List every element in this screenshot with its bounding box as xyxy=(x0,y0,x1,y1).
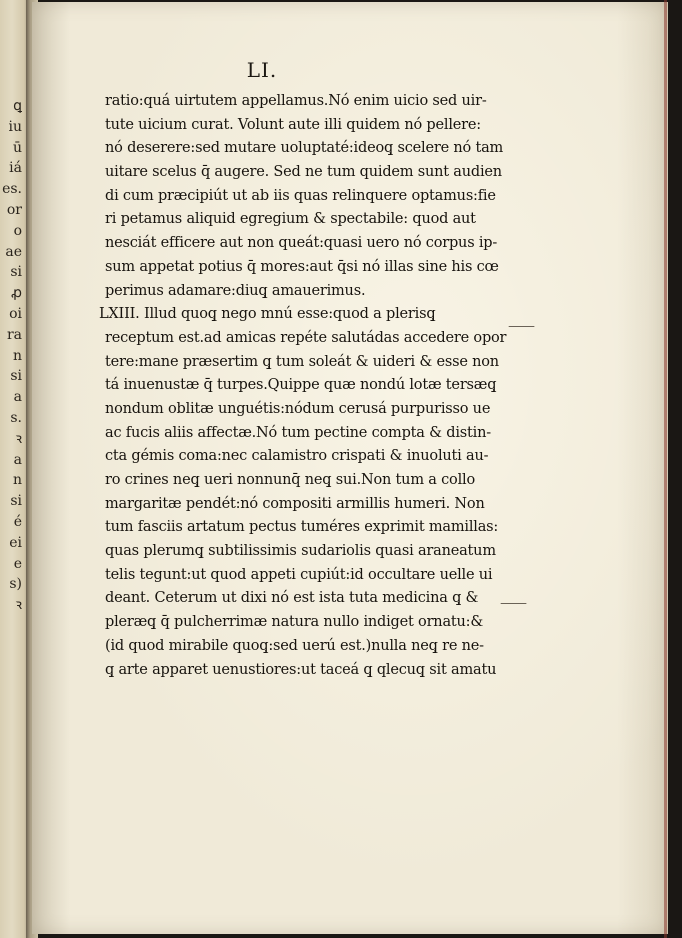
margin-annotation-mark: ⸺ xyxy=(508,316,536,335)
facing-page-fragment: ū xyxy=(12,139,22,156)
text-line: ac fucis aliis affectæ.Nó tum pectine compta & distin- xyxy=(105,424,491,441)
facing-page-fragment: e xyxy=(13,555,22,572)
facing-page-fragment: o xyxy=(13,222,22,239)
text-line: deant. Ceterum ut dixi nó est ista tuta medicina q̧ & xyxy=(105,590,479,607)
facing-page-fragment: oi xyxy=(9,305,22,322)
text-line: quas plerumq̧ subtilissimis sudariolis quasi araneatum xyxy=(105,543,496,560)
text-line: q̧ arte apparet uenustiores:ut taceá q̧ qlecuq̧ sit amatu xyxy=(105,661,497,678)
facing-page-fragment: si xyxy=(10,368,22,385)
facing-page-fragment: ꝛ xyxy=(15,430,22,447)
facing-page-fragment: é xyxy=(13,513,22,530)
facing-page-fragment: si xyxy=(10,264,22,281)
text-line: nondum oblitæ unguétis:nódum cerusá purpurisso ue xyxy=(105,400,491,417)
facing-page-fragment: a xyxy=(13,451,22,468)
text-line: nesciát efficere aut non queát:quasi uero nó corpus ip- xyxy=(105,235,498,252)
page-edge xyxy=(664,0,667,938)
facing-page-fragment: es. xyxy=(2,181,22,198)
facing-page-fragment: ꝓ xyxy=(11,285,22,302)
facing-page-fragment: n xyxy=(12,347,22,364)
facing-page-fragment: ꝛ xyxy=(15,597,22,614)
facing-page-text-fragments xyxy=(0,96,22,616)
facing-page-fragment: iá xyxy=(9,160,22,177)
facing-page-fragment: ei xyxy=(9,534,22,551)
facing-page-fragment: a xyxy=(13,389,22,406)
text-line: sum appetat potius q̄ mores:aut q̄si nó illas sine his cœ xyxy=(105,258,499,275)
text-line: telis tegunt:ut quod appeti cupiút:id occultare uelle ui xyxy=(105,566,493,583)
facing-page-fragment: si xyxy=(10,493,22,510)
main-text-block xyxy=(99,90,507,682)
facing-page-fragment: or xyxy=(6,201,22,218)
text-line: di cum præcipiút ut ab iis quas relinquere optamus:fie xyxy=(105,187,496,204)
margin-annotation-mark: ⸺ xyxy=(500,593,528,612)
facing-page-fragment: s) xyxy=(9,576,22,593)
facing-page-fragment: ra xyxy=(6,326,22,343)
facing-page-fragment: ꝗ xyxy=(13,98,22,114)
facing-page-fragment: iu xyxy=(8,118,22,135)
text-line: (id quod mirabile quoq̧:sed uerú est.)nulla neq̧ re ne- xyxy=(105,637,484,654)
text-line: LXIII. Illud quoq̧ nego mnú esse:quod a plerisq̧ xyxy=(99,306,436,323)
text-line: uitare scelus q̄ augere. Sed ne tum quidem sunt audien xyxy=(105,164,502,181)
text-line: ri petamus aliquid egregium & spectabile: quod aut xyxy=(105,211,476,228)
text-line: tute uicium curat. Volunt aute illi quidem nó pellere: xyxy=(105,116,481,133)
text-line: receptum est.ad amicas repéte salutádas accedere opor xyxy=(105,329,507,346)
text-line: ratio:quá uirtutem appellamus.Nó enim uicio sed uir- xyxy=(105,93,487,109)
facing-page-fragment: s. xyxy=(10,409,22,426)
folio-number: LI. xyxy=(246,58,278,82)
text-line: pleræq̧ q̄ pulcherrimæ natura nullo indiget ornatu:& xyxy=(105,614,484,631)
facing-page-fragment: n xyxy=(12,472,22,489)
text-line: ro crines neq̧ ueri nonnunq̄ neq̧ sui.Non tum a collo xyxy=(105,472,475,488)
text-line: tá inuenustæ q̄ turpes.Quippe quæ nondú lotæ tersæq̧ xyxy=(105,377,497,394)
text-line: nó deserere:sed mutare uoluptaté:ideoq̧ scelere nó tam xyxy=(105,140,504,157)
text-line: margaritæ pendét:nó compositi armillis humeri. Non xyxy=(105,495,485,512)
text-line: perimus adamare:diuq̧ amauerimus. xyxy=(105,282,366,299)
text-line: tum fasciis artatum pectus tuméres exprimit mamillas: xyxy=(105,519,499,536)
text-line: cta gémis coma:nec calamistro crispati & inuoluti au- xyxy=(105,448,489,465)
text-line: tere:mane præsertim q̧ tum soleát & uideri & esse non xyxy=(105,353,499,370)
facing-page-fragment: ae xyxy=(5,243,22,260)
